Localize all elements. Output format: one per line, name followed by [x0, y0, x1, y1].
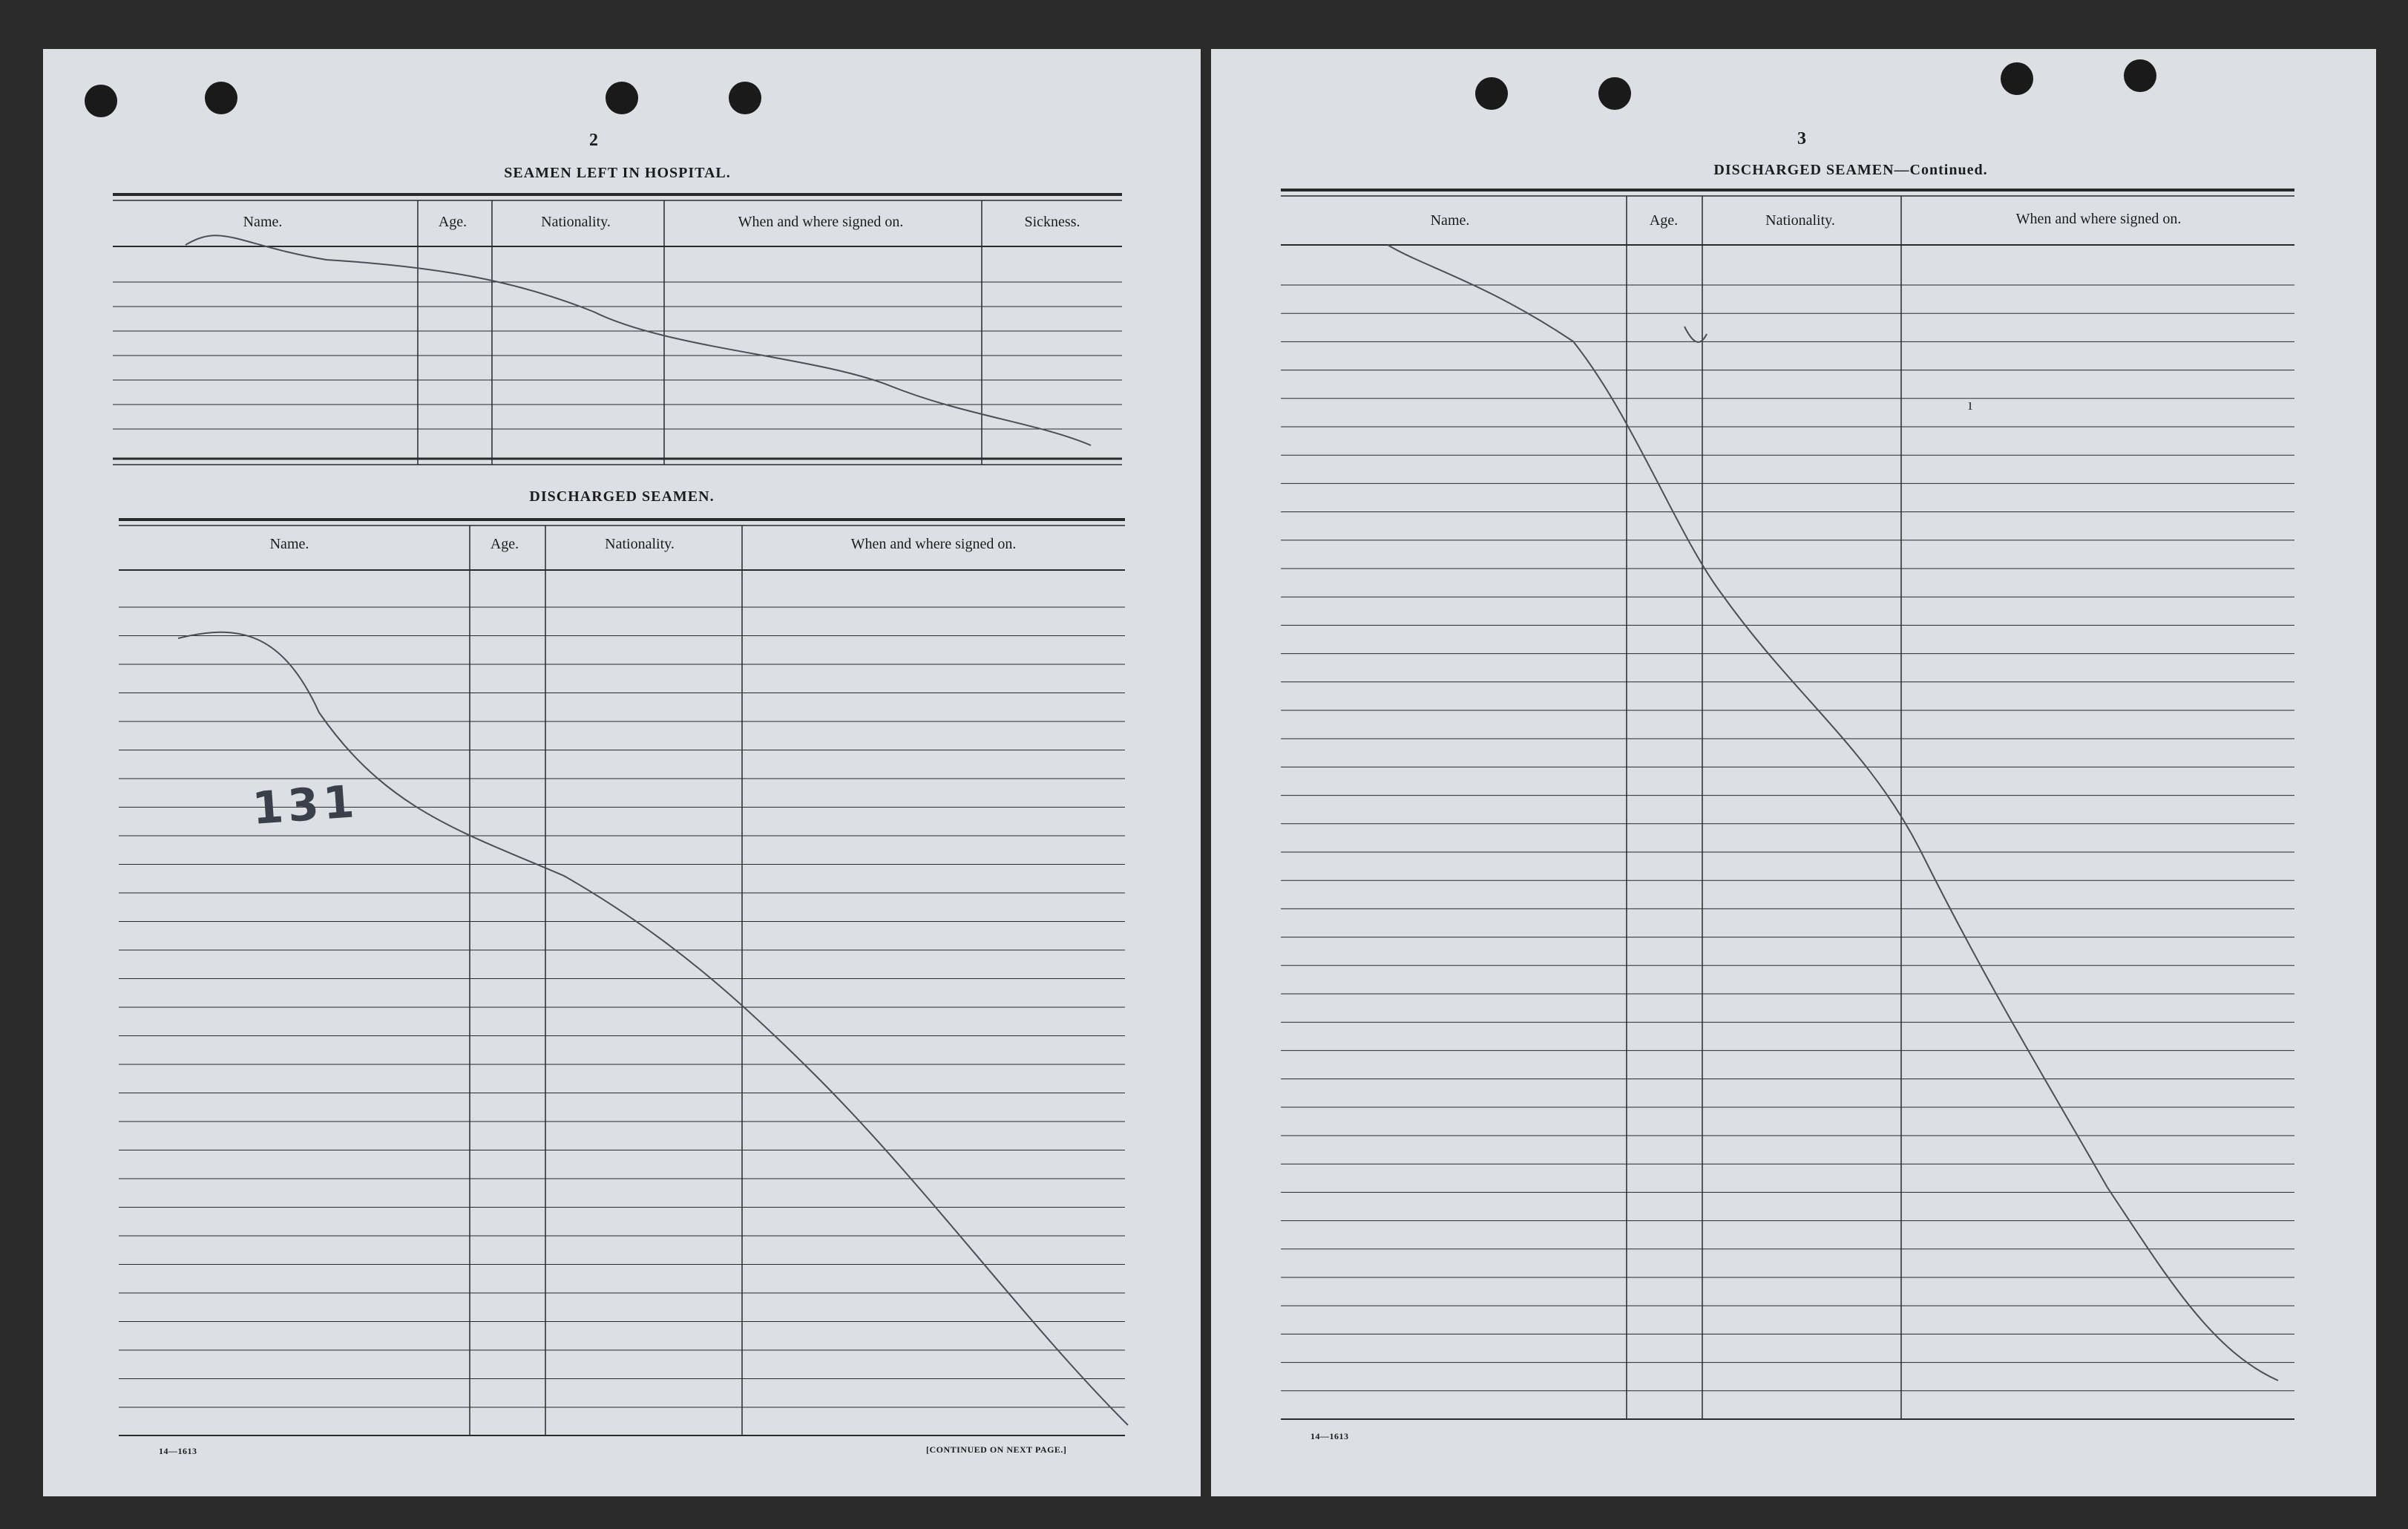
right-section-title: DISCHARGED SEAMEN—Continued.: [1713, 162, 1988, 178]
discharged-col-name: Name.: [269, 536, 309, 552]
hospital-section-title: SEAMEN LEFT IN HOSPITAL.: [504, 165, 731, 181]
page-number-right: 3: [1797, 129, 1806, 148]
hospital-col-sickness: Sickness.: [1024, 214, 1080, 230]
right-col-name: Name.: [1430, 212, 1470, 229]
continued-note: [CONTINUED ON NEXT PAGE.]: [926, 1444, 1067, 1455]
pencil-stroke: [1388, 245, 2278, 1381]
right-col-nationality: Nationality.: [1765, 212, 1835, 229]
hospital-col-signed-on: When and where signed on.: [738, 214, 904, 230]
hospital-col-age: Age.: [438, 214, 468, 230]
right-col-signed-on: When and where signed on.: [2015, 211, 2182, 227]
pencil-tick-mark: ı: [1968, 395, 1973, 413]
page-number-left: 2: [589, 131, 598, 150]
discharged-col-age: Age.: [490, 536, 519, 552]
form-number-left: 14—1613: [159, 1446, 197, 1456]
form-number-right: 14—1613: [1310, 1431, 1349, 1441]
discharged-col-signed-on: When and where signed on.: [850, 536, 1017, 552]
pencil-stroke: [186, 235, 1091, 445]
pencil-stroke: [178, 632, 1128, 1425]
hospital-col-name: Name.: [243, 214, 283, 230]
handwritten-number: 131: [250, 776, 361, 835]
right-col-age: Age.: [1649, 212, 1679, 229]
pencil-stroke: [1684, 327, 1707, 342]
discharged-col-nationality: Nationality.: [605, 536, 675, 552]
discharged-section-title: DISCHARGED SEAMEN.: [529, 488, 715, 505]
hospital-col-nationality: Nationality.: [541, 214, 611, 230]
